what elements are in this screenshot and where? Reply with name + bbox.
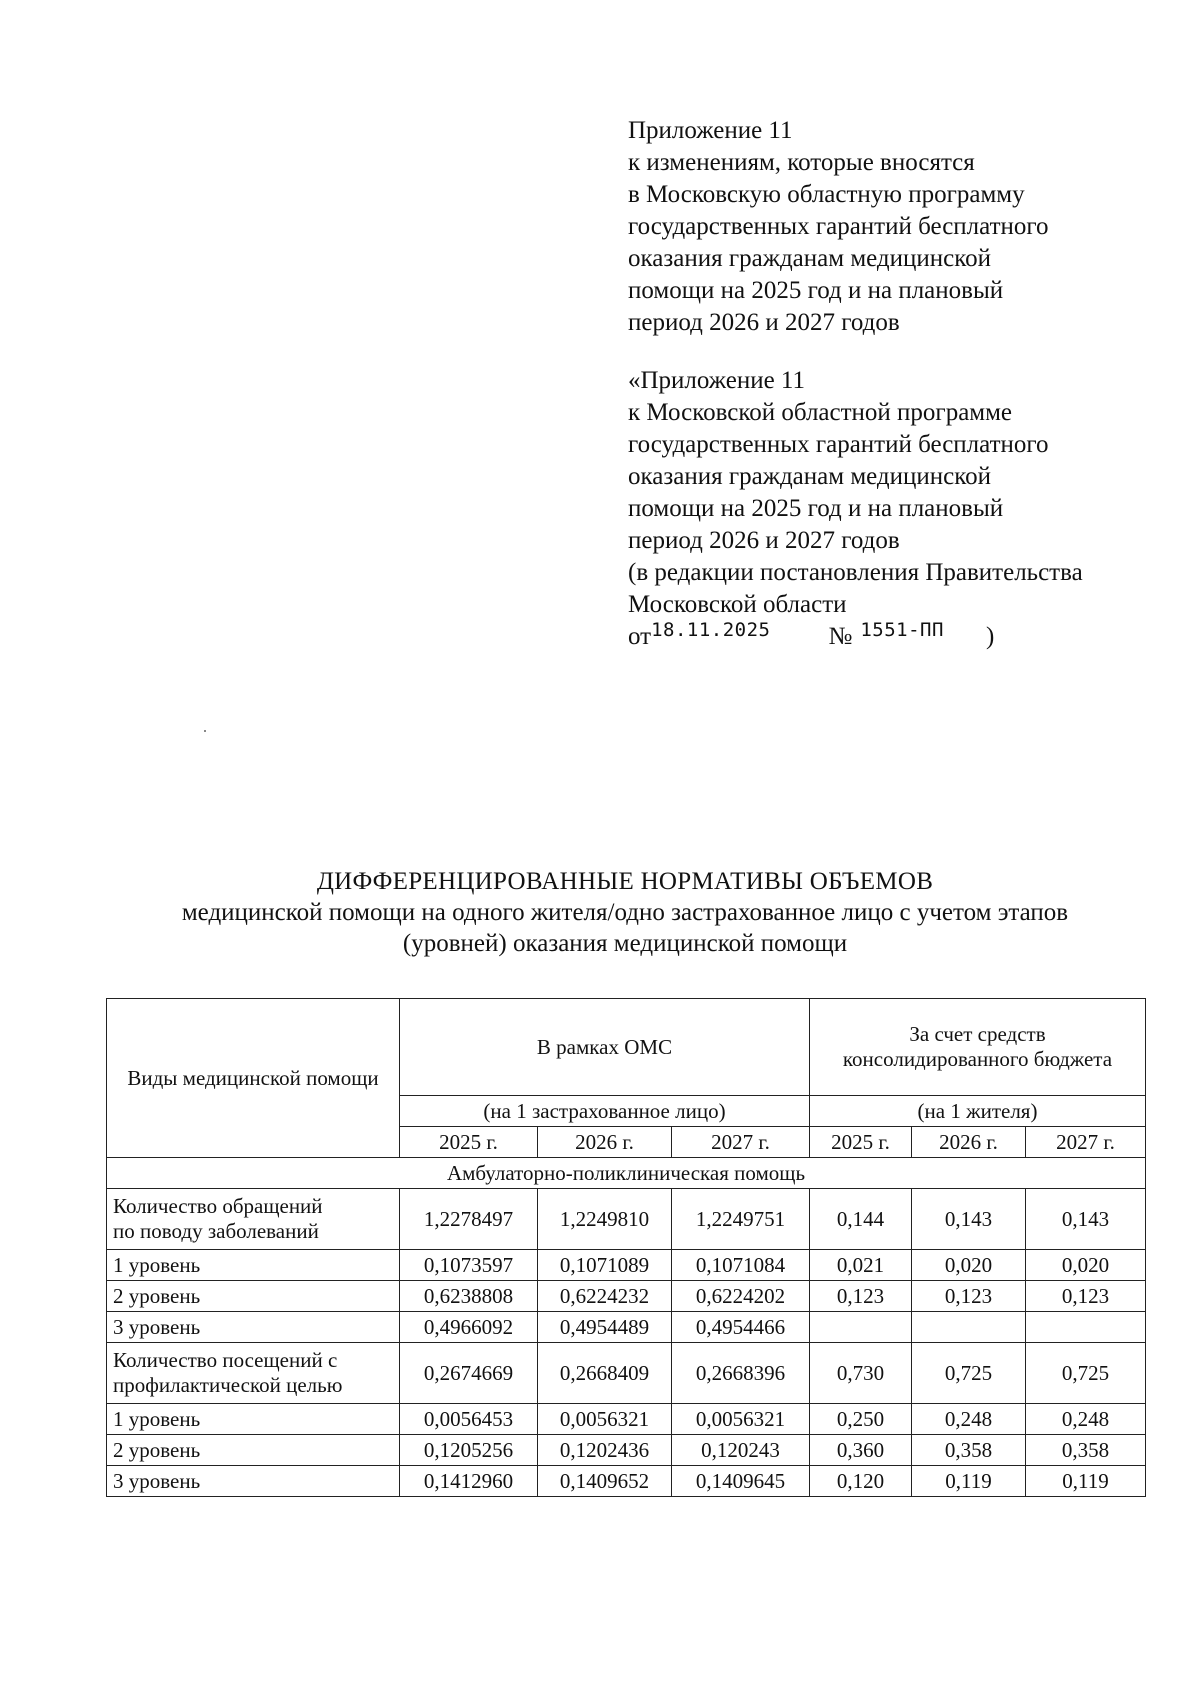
header-kind-of-care: Виды медицинской помощи	[107, 999, 400, 1158]
table-row	[107, 1404, 1146, 1435]
norms-table	[106, 998, 1146, 1497]
document-title: ДИФФЕРЕНЦИРОВАННЫЕ НОРМАТИВЫ ОБЪЕМОВ	[316, 868, 934, 895]
number-sign: №	[828, 623, 853, 650]
header-year: 2027 г.	[1026, 1127, 1146, 1158]
row-value: 1,2278497	[400, 1189, 538, 1250]
row-value: 0,248	[1026, 1404, 1146, 1435]
table-row	[107, 1189, 1146, 1250]
from-label: от	[628, 623, 652, 650]
row-value: 0,1409652	[538, 1466, 672, 1497]
table-row	[107, 1466, 1146, 1497]
row-value: 0,123	[810, 1281, 912, 1312]
header-year: 2026 г.	[538, 1127, 672, 1158]
row-name	[107, 1250, 400, 1281]
row-value: 0,730	[810, 1343, 912, 1404]
header-oms-unit: (на 1 застрахованное лицо)	[400, 1096, 810, 1127]
row-name	[107, 1435, 400, 1466]
header-budget-unit: (на 1 жителя)	[810, 1096, 1146, 1127]
row-value: 0,119	[912, 1466, 1026, 1497]
row-value: 1,2249751	[672, 1189, 810, 1250]
appendix-line: Приложение 11	[628, 117, 793, 144]
row-value: 0,021	[810, 1250, 912, 1281]
row-value: 0,358	[1026, 1435, 1146, 1466]
row-value: 0,1071084	[672, 1250, 810, 1281]
row-value: 0,725	[912, 1343, 1026, 1404]
scan-speck	[204, 730, 206, 732]
header-year: 2026 г.	[912, 1127, 1026, 1158]
row-value: 0,0056321	[538, 1404, 672, 1435]
row-name	[107, 1189, 400, 1250]
table-row	[107, 1312, 1146, 1343]
appendix-note	[628, 115, 1083, 654]
row-name-line: Количество посещений с	[113, 1348, 338, 1372]
row-value: 0,725	[1026, 1343, 1146, 1404]
row-value: 0,123	[912, 1281, 1026, 1312]
appendix-line: государственных гарантий бесплатного	[628, 431, 1049, 458]
row-value: 0,6238808	[400, 1281, 538, 1312]
document-heading	[100, 866, 1150, 959]
row-value: 0,4966092	[400, 1312, 538, 1343]
row-value: 0,143	[1026, 1189, 1146, 1250]
appendix-line: оказания гражданам медицинской	[628, 463, 992, 490]
appendix-line: период 2026 и 2027 годов	[628, 527, 900, 554]
table-row	[107, 1343, 1146, 1404]
row-value: 0,020	[1026, 1250, 1146, 1281]
row-value: 0,248	[912, 1404, 1026, 1435]
appendix-line: к изменениям, которые вносятся	[628, 149, 975, 176]
appendix-line: период 2026 и 2027 годов	[628, 309, 900, 336]
row-name-line: 3 уровень	[113, 1468, 201, 1493]
table-row	[107, 1435, 1146, 1466]
section-title: Амбулаторно-поликлиническая помощь	[107, 1158, 1146, 1189]
row-value: 0,6224202	[672, 1281, 810, 1312]
row-value: 0,2674669	[400, 1343, 538, 1404]
row-name	[107, 1404, 400, 1435]
row-value: 0,1409645	[672, 1466, 810, 1497]
row-value: 0,4954466	[672, 1312, 810, 1343]
row-value: 0,123	[1026, 1281, 1146, 1312]
row-value: 0,1205256	[400, 1435, 538, 1466]
row-value: 0,4954489	[538, 1312, 672, 1343]
document-subtitle-line: медицинской помощи на одного жителя/одно застрахованное лицо с учетом этапов	[181, 899, 1069, 926]
appendix-line: оказания гражданам медицинской	[628, 245, 992, 272]
header-year: 2025 г.	[810, 1127, 912, 1158]
row-name-line: Количество обращений	[113, 1194, 323, 1218]
table-row	[107, 1250, 1146, 1281]
row-value: 0,2668409	[538, 1343, 672, 1404]
row-value: 0,120	[810, 1466, 912, 1497]
resolution-reference	[628, 621, 1083, 654]
header-oms: В рамках ОМС	[400, 999, 810, 1096]
row-name-line: 2 уровень	[113, 1283, 201, 1308]
row-value	[912, 1312, 1026, 1343]
row-value: 0,144	[810, 1189, 912, 1250]
appendix-block-program	[628, 365, 1083, 654]
row-name	[107, 1312, 400, 1343]
row-name-line: 1 уровень	[113, 1252, 201, 1277]
row-value: 1,2249810	[538, 1189, 672, 1250]
row-name-line: 1 уровень	[113, 1406, 201, 1431]
row-value: 0,1202436	[538, 1435, 672, 1466]
row-value: 0,0056453	[400, 1404, 538, 1435]
header-year: 2025 г.	[400, 1127, 538, 1158]
row-name-line: 2 уровень	[113, 1437, 201, 1462]
close-paren: )	[985, 623, 995, 650]
row-value: 0,360	[810, 1435, 912, 1466]
row-name-line: 3 уровень	[113, 1314, 201, 1339]
resolution-number: 1551-ПП	[860, 619, 944, 641]
resolution-date: 18.11.2025	[651, 619, 771, 641]
row-name	[107, 1466, 400, 1497]
appendix-line: в Московскую областную программу	[628, 181, 1025, 208]
appendix-line: Московской области	[628, 591, 847, 618]
appendix-line: к Московской областной программе	[628, 399, 1013, 426]
row-name-line: по поводу заболеваний	[113, 1219, 319, 1243]
appendix-line: (в редакции постановления Правительства	[628, 559, 1083, 586]
row-value: 0,1412960	[400, 1466, 538, 1497]
row-value: 0,2668396	[672, 1343, 810, 1404]
row-name	[107, 1281, 400, 1312]
row-value: 0,020	[912, 1250, 1026, 1281]
table-row	[107, 1281, 1146, 1312]
row-value: 0,6224232	[538, 1281, 672, 1312]
row-value: 0,250	[810, 1404, 912, 1435]
row-name	[107, 1343, 400, 1404]
header-budget: За счет средств консолидированного бюджета	[810, 999, 1146, 1096]
row-value: 0,358	[912, 1435, 1026, 1466]
row-value: 0,143	[912, 1189, 1026, 1250]
row-value	[810, 1312, 912, 1343]
appendix-line: помощи на 2025 год и на плановый	[628, 277, 1004, 304]
row-value	[1026, 1312, 1146, 1343]
row-value: 0,1071089	[538, 1250, 672, 1281]
appendix-block-changes	[628, 115, 1083, 339]
row-value: 0,1073597	[400, 1250, 538, 1281]
header-year: 2027 г.	[672, 1127, 810, 1158]
appendix-line: помощи на 2025 год и на плановый	[628, 495, 1004, 522]
appendix-line: «Приложение 11	[628, 367, 806, 394]
row-value: 0,0056321	[672, 1404, 810, 1435]
appendix-line: государственных гарантий бесплатного	[628, 213, 1049, 240]
row-value: 0,120243	[672, 1435, 810, 1466]
row-name-line: профилактической целью	[113, 1373, 343, 1397]
row-value: 0,119	[1026, 1466, 1146, 1497]
document-subtitle-line: (уровней) оказания медицинской помощи	[402, 930, 848, 957]
